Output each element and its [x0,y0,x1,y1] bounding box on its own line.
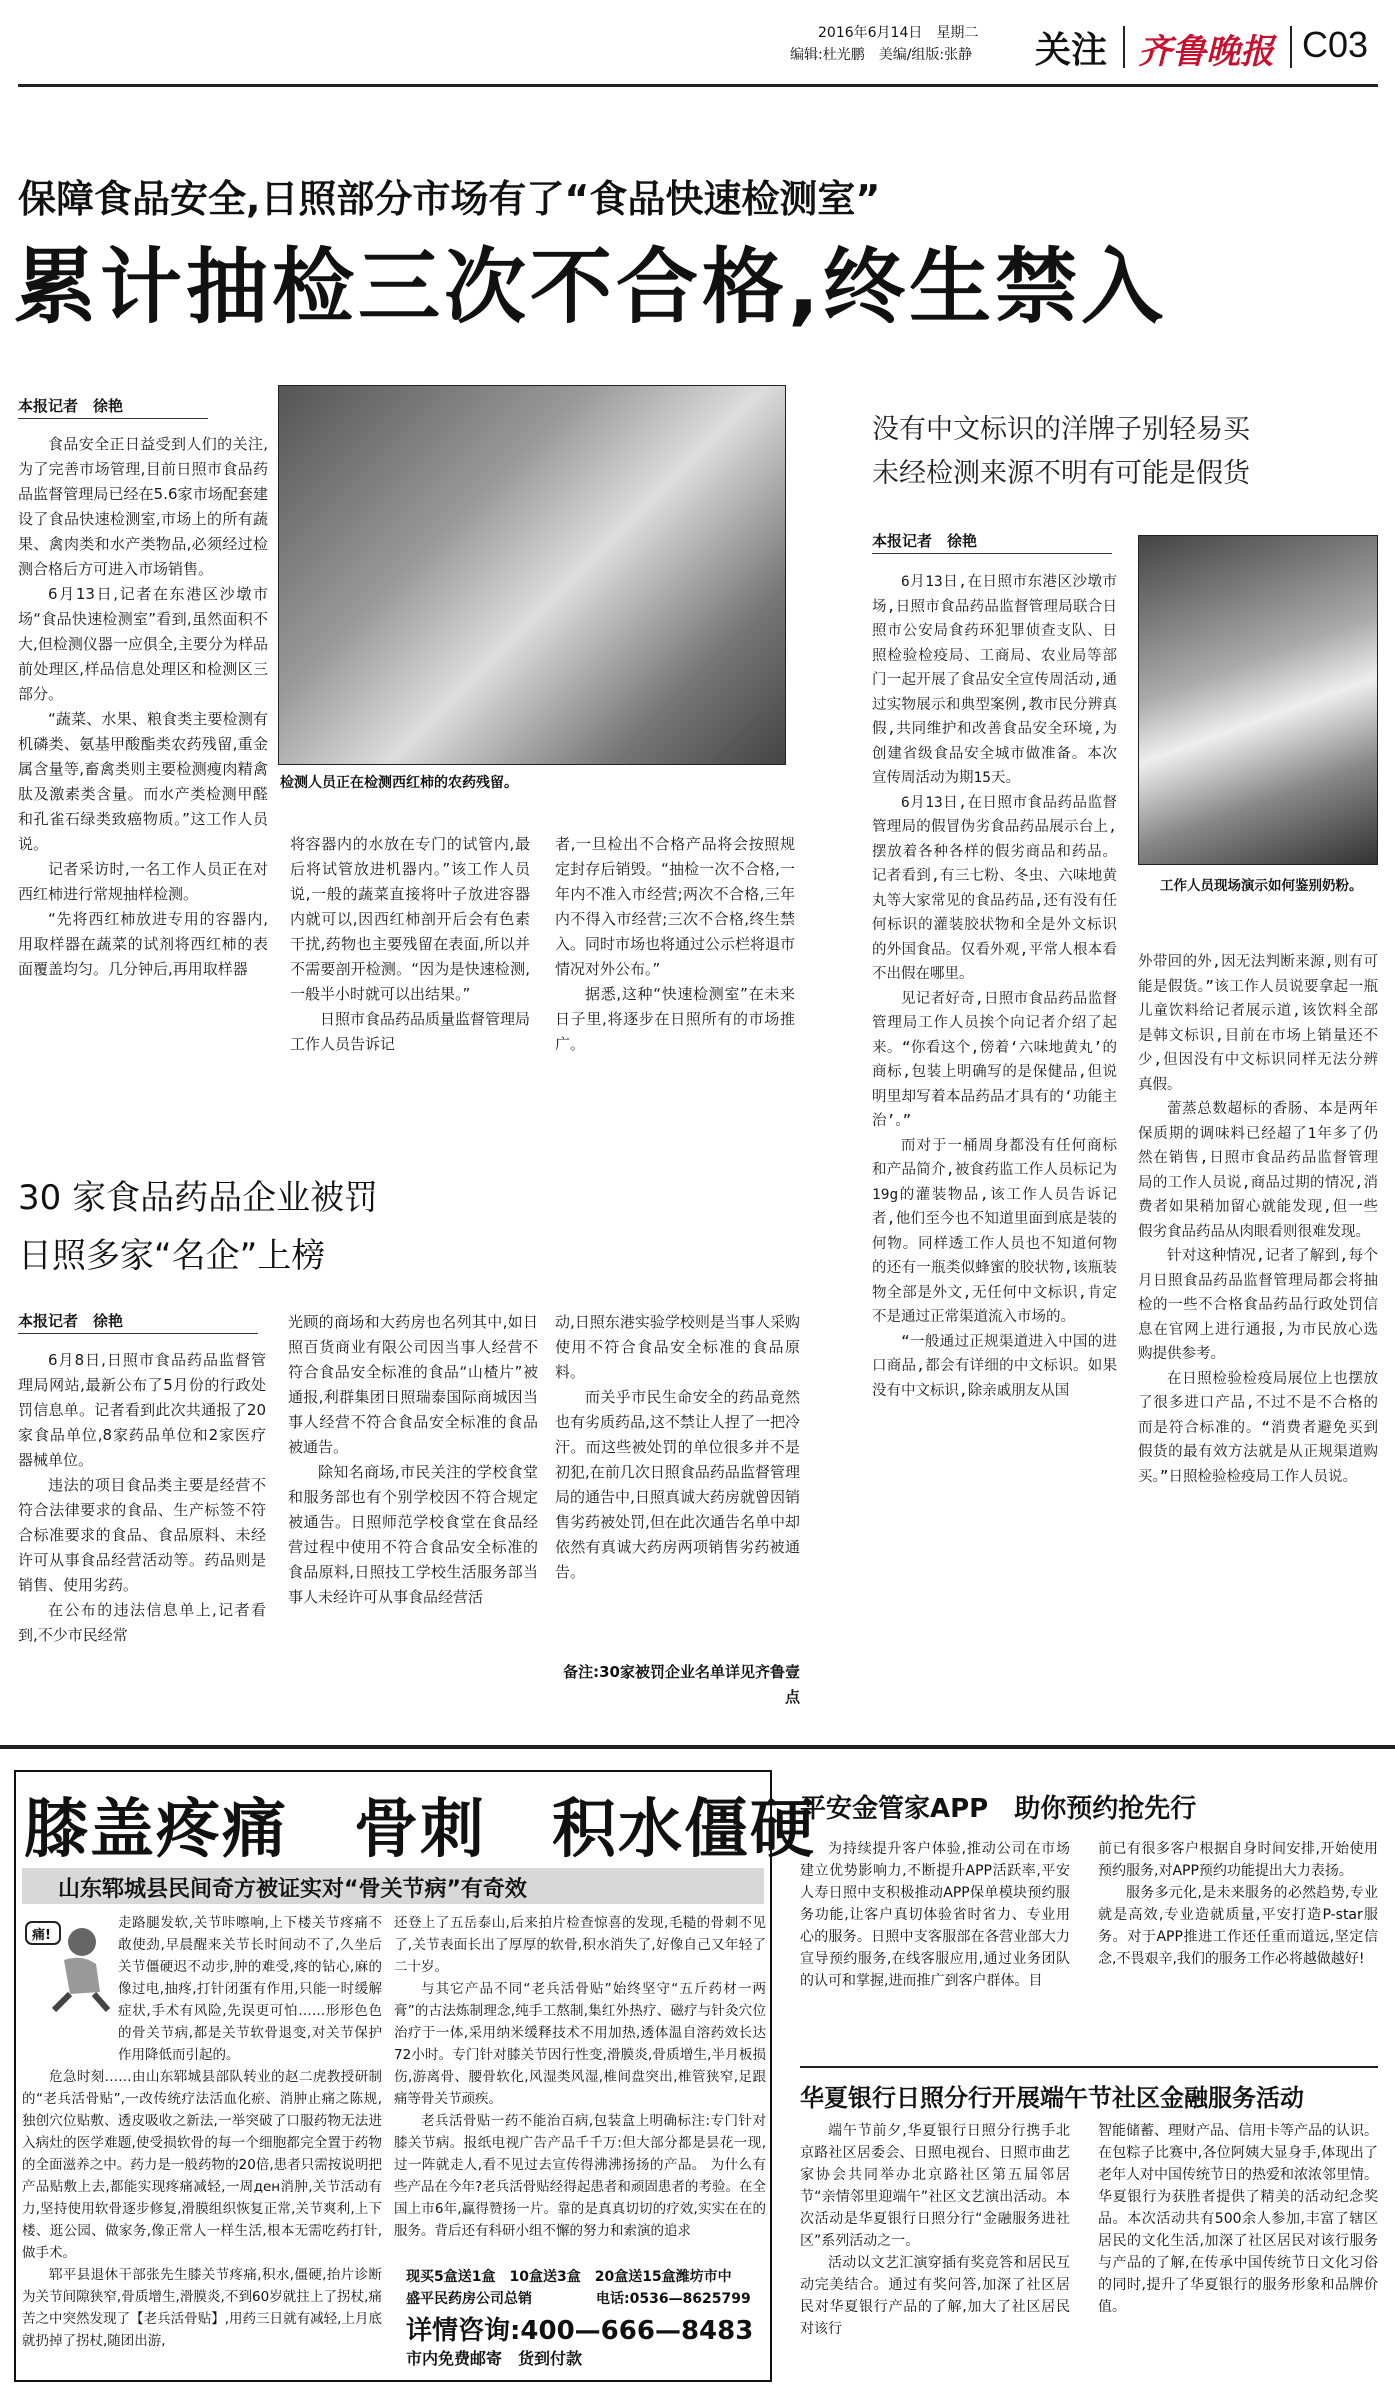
lead-para: 6月13日,记者在东港区沙墩市场“食品快速检测室”看到,虽然面积不大,但检测仪器一应俱全,主要分为样品前处理区,样品信息处理区和检测区三部分。 [18,585,268,703]
huaxia-para: 活动以文艺汇演穿插有奖竞答和居民互动完美结合。通过有奖问答,加深了社区居民对华夏银行产品的了解,加大了社区居民对该行 [800,2255,1070,2337]
fine-col3 [555,1310,800,1655]
pingan-para: 服务多元化,是未来服务的必然趋势,专业就是高效,专业造就质量,平安打造P-star服务。对于APP推进工作还任重而道远,坚定信念,不畏艰辛,我们的服务工作必将越做越好! [1098,1885,1378,1967]
knee-para: 还登上了五岳泰山,后来拍片检查惊喜的发现,毛糙的骨刺不见了,关节表面长出了厚厚的软骨,积水消失了,好像自己又年轻了二十岁。 [394,1915,766,1975]
foreign-byline: 本报记者 徐艳 [872,530,1112,554]
fine-col2 [288,1310,538,1708]
foreign-col1 [872,570,1117,1700]
knee-ad-hotline: 详情咨询:400—666—8483 [406,2316,754,2346]
foreign-para: 6月13日,在日照市食品药品监督管理局的假冒伪劣食品药品展示台上,摆放着各种各样的假劣商品和药品。记者看到,有三七粉、冬虫、六味地黄丸等大家常见的食品药品,还有没有任何标识的灌装胶状物和全是外文标识的外国食品。仅看外观,平常人根本看不出假在哪里。 [872,794,1117,982]
fine-para: 动,日照东港实验学校则是当事人采购使用不符合食品安全标准的食品原料。 [555,1313,800,1381]
knee-para: 与其它产品不同“老兵活骨贴”始终坚守“五斤药材一两膏”的古法炼制理念,纯手工熬制,集红外热疗、磁疗与针灸穴位治疗于一体,采用纳米缓释技术不用加热,透体温自溶药效长达72小时。专门针对膝关节因行性变,滑膜炎,骨质增生,半月板损伤,游离骨、腰骨软化,风湿类风湿,椎间盘突出,椎管狭窄,足跟痛等骨关节顽疾。 [394,1981,766,2107]
lead-para: 日照市食品药品质量监督管理局工作人员告诉记 [290,1010,530,1053]
lead-col2 [290,832,530,1104]
lead-para: 记者采访时,一名工作人员正在对西红柿进行常规抽样检测。 [18,860,268,903]
lead-para: 者,一旦检出不合格产品将会按照规定封存后销毁。“抽检一次不合格,一年内不准入市经营;两次不合格,三年内不得入市经营;三次不合格,终生禁入。同时市场也将通过公示栏将退市情况对外公布。” [555,835,795,978]
fine-para: 除知名商场,市民关注的学校食堂和服务部也有个别学校因不符合规定被通告。日照师范学校食堂在食品经营过程中使用不符合食品安全标准的食品原料,日照技工学校生活服务部当事人未经许可从事食品经营活 [288,1463,538,1606]
lead-byline: 本报记者 徐艳 [18,395,208,419]
fine-para: 光顾的商场和大药房也名列其中,如日照百货商业有限公司因当事人经营不符合食品安全标准的食品“山楂片”被通报,利群集团日照瑞泰国际商城因当事人经营不符合食品安全标准的食品被通告。 [288,1313,538,1456]
foreign-title-1: 没有中文标识的洋牌子别轻易买 [872,414,1250,445]
foreign-para: 而对于一桶周身都没有任何商标和产品简介,被食药监工作人员标记为19g的灌装物品,该工作人员告诉记者,他们至今也不知道里面到底是装的何物。同样透工作人员也不知道何物的还有一瓶类似蜂蜜的胶状物,该瓶装物全部是外文,无任何中文标识,肯定不是通过正常渠道流入市场的。 [872,1137,1117,1325]
pingan-col1 [800,1838,1070,2060]
lead-para: 将容器内的水放在专门的试管内,最后将试管放进机器内。”该工作人员说,一般的蔬菜直接将叶子放进容器内就可以,因西红柿剖开后会有色素干扰,药物也主要残留在表面,所以并不需要剖开检测。“因为是快速检测,一般半小时就可以出结果。” [290,835,530,1003]
fine-note: 备注:30家被罚企业名单详见齐鲁壹点 [563,1663,800,1706]
huaxia-para: 智能储蓄、理财产品、信用卡等产品的认识。在包粽子比赛中,各位阿姨大显身手,体现出了老年人对中国传统节日的热爱和浓浓邻里情。华夏银行为获胜者提供了精美的活动纪念奖品。本次活动共有500余人参加,丰富了辖区居民的文化生活,加深了社区居民对该行服务与产品的了解,在传承中国传统节日文化习俗的同时,提升了华夏银行的服务形象和品牌价值。 [1098,2123,1378,2315]
knee-ad-offer: 现买5盒送1盒 10盒送3盒 20盒送15盒潍坊市中 [406,2269,732,2285]
section-name: 关注 [1035,30,1108,71]
huaxia-title: 华夏银行日照分行开展端午节社区金融服务活动 [800,2084,1304,2112]
knee-ad-subtitle: 山东郓城县民间奇方被证实对“骨关节病”有奇效 [58,1877,527,1902]
pingan-para: 前已有很多客户根据自身时间安排,开始使用预约服务,对APP预约功能提出大力表扬。 [1098,1841,1378,1879]
foreign-para: 见记者好奇,日照市食品药品监督管理局工作人员挨个向记者介绍了起来。“你看这个,傍着‘六味地黄丸’的商标,包装上明确写的是保健品,但说明里却写着本品药品才具有的‘功能主治’。” [872,990,1117,1129]
fine-para: 在公布的违法信息单上,记者看到,不少市民经常 [18,1601,266,1644]
foreign-para: 外带回的外,因无法判断来源,则有可能是假货。”该工作人员说要拿起一瓶儿童饮料给记者展示道,该饮料全部是韩文标识,目前在市场上销量还不少,但因没有中文标识同样无法分辨真假。 [1138,954,1378,1093]
lead-photo [278,385,786,765]
fine-title-1: 30 家食品药品企业被罚 [18,1178,379,1218]
masthead-divider [1123,26,1125,68]
foreign-col2 [1138,950,1378,1700]
masthead-date: 2016年6月14日 星期二 [818,25,979,41]
foreign-para: 针对这种情况,记者了解到,每个月日照食品药品监督管理局都会将抽检的一些不合格食品药品行政处罚信息在官网上进行通报,为市民放心选购提供参考。 [1138,1248,1378,1362]
pingan-col2 [1098,1838,1378,2060]
fine-title-2: 日照多家“名企”上榜 [18,1236,326,1276]
pingan-para: 为持续提升客户体验,推动公司在市场建立优势影响力,不断提升APP活跃率,平安人寿日照中支积极推动APP保单模块预约服务功能,让客户真切体验省时省力、专业用心的服务。日照中支客服部在各营业部大力宣导预约服务,在线客服应用,通过业务团队的认可和掌握,进而推广到客户群体。目 [800,1841,1070,1989]
masthead-divider-2 [1290,26,1292,68]
lead-col3 [555,832,795,1104]
lead-kicker: 保障食品安全,日照部分市场有了“食品快速检测室” [18,177,881,221]
knee-ad [14,1770,816,2382]
knee-para: 郓平县退休干部张先生膝关节疼痛,积水,僵硬,抬片诊断为关节间隙狭窄,骨质增生,滑膜炎,不到60岁就拄上了拐杖,痛苦之中突然发现了【老兵活骨贴】,用药三日就有减轻,上月底就扔掉了拐杖,随团出游, [22,2267,382,2349]
knee-para: 老兵活骨贴一药不能治百病,包装盒上明确标注:专门针对膝关节病。报纸电视广告产品千千万:但大部分都是昙花一现,过一阵就走人,看不见过去宣传得沸沸扬扬的产品。 为什么有些产品在今年?老兵活骨贴经得起患者和顽固患者的考验。在全国上市6年,赢得赞扬一片。靠的是真真切切的疗效,实实在在的服务。背后还有科研小组不懈的努力和索演的追求 [394,2113,766,2239]
foreign-photo-caption: 工作人员现场演示如何鉴别奶粉。 [1160,878,1363,894]
lead-para: 据悉,这种“快速检测室”在未来日子里,将逐步在日照所有的市场推广。 [555,985,795,1053]
foreign-para: 6月13日,在日照市东港区沙墩市场,日照市食品药品监督管理局联合日照市公安局食药环犯罪侦查支队、日照检验检疫局、工商局、农业局等部门一起开展了食品安全宣传周活动,通过实物展示和典型案例,教市民分辨真假,共同维护和改善食品安全环境,为创建省级食品安全城市做准备。本次宣传周活动为期15天。 [872,574,1117,786]
fine-col1 [18,1348,266,1708]
foreign-para: 蕾蒸总数超标的香肠、本是两年保质期的调味料已经超了1年多了仍然在销售,日照市食品药品监督管理局的工作人员说,商品过期的情况,消费者如果稍加留心就能发现,但一些假劣食品药品从肉眼看则很难发现。 [1138,1101,1378,1240]
masthead-editor: 编辑:杜光鹏 美编/组版:张静 [790,47,973,63]
lead-col1 [18,432,268,1104]
huaxia-col2 [1098,2120,1378,2386]
paper-logo: 齐鲁晚报 [1138,32,1274,72]
pingan-title: 平安金管家APP 助你预约抢先行 [800,1794,1197,1824]
ads-divider [800,2066,1378,2068]
section-divider [0,1745,1395,1749]
foreign-para: 在日照检验检疫局展位上也摆放了很多进口产品,不过不是不合格的而是符合标准的。“消费者避免买到假货的最有效方法就是从正规渠道购买。”日照检验检疫局工作人员说。 [1138,1370,1378,1485]
masthead [0,0,1395,80]
knee-ad-pharmacy: 盛平民药房公司总销 [406,2291,532,2307]
knee-ad-col1 [22,1912,382,2378]
foreign-para: “一般通过正规渠道进入中国的进口商品,都会有详细的中文标识。如果没有中文标识,除亲戚朋友从国 [872,1333,1117,1399]
huaxia-para: 端午节前夕,华夏银行日照分行携手北京路社区居委会、日照电视台、日照市曲艺家协会共同举办北京路社区第五届邻居节“亲情邻里迎端午”社区文艺演出活动。本次活动是华夏银行日照分行“金融服务进社区”系列活动之一。 [800,2123,1070,2249]
knee-ad-title: 膝盖疼痛 骨刺 积水僵硬 [24,1793,816,1867]
lead-para: “蔬菜、水果、粮食类主要检测有机磷类、氨基甲酸酯类农药残留,重金属含量等,畜禽类则主要检测瘦肉精禽肽及激素类含量。而水产类检测甲醛和孔雀石绿类致癌物质。”这工作人员说。 [18,710,268,853]
fine-para: 违法的项目食品类主要是经营不符合法律要求的食品、生产标签不符合标准要求的食品、食品原料、未经许可从事食品经营活动等。药品则是销售、使用劣药。 [18,1476,266,1594]
knee-para: 危急时刻……由山东郓城县部队转业的赵二虎教授研制的“老兵活骨贴”,一改传统疗法活血化瘀、消肿止痛之陈规,独创穴位贴敷、透皮吸收之新法,一举突破了口服药物无法进入病灶的医学难题,使受损软骨的每一个细胞都完全置于药物的全面滋养之中。药力是一般药物的20倍,患者只需按说明把产品贴敷上去,都能实现疼痛减轻,一周ден消肿,关节活动有力,坚持使用软骨逐步修复,滑膜组织恢复正常,关节爽利,上下楼、逛公园、做家务,像正常人一样生活,根本无需吃药打针,做手术。 [22,2069,382,2261]
pain-label: 痛! [32,1928,51,1943]
fine-para: 而关乎市民生命安全的药品竟然也有劣质药品,这不禁让人捏了一把冷汗。而这些被处罚的单位很多并不是初犯,在前几次日照食品药品监督管理局的通告中,日照真诚大药房就曾因销售劣药被处罚,但在此次通告名单中却依然有真诚大药房两项销售劣药被通告。 [555,1388,800,1581]
knee-ad-col2 [394,1912,766,2262]
lead-para: 食品安全正日益受到人们的关注,为了完善市场管理,目前日照市食品药品监督管理局已经在5.6家市场配套建设了食品快速检测室,市场上的所有蔬果、禽肉类和水产类物品,必须经过检测合格后方可进入市场销售。 [18,435,268,578]
lead-headline: 累计抽检三次不合格,终生禁入 [14,240,1168,335]
lead-para: “先将西红柿放进专用的容器内,用取样器在蔬菜的试剂将西红柿的表面覆盖均匀。几分钟后,再用取样器 [18,910,268,978]
fine-para: 6月8日,日照市食品药品监督管理局网站,最新公布了5月份的行政处罚信息单。记者看到此次共通报了20家食品单位,8家药品单位和2家医疗器械单位。 [18,1351,266,1469]
lead-photo-caption: 检测人员正在检测西红柿的农药残留。 [280,775,518,791]
knee-ad-subtitle-bar [22,1868,764,1904]
knee-ad-delivery: 市内免费邮寄 货到付款 [406,2349,583,2368]
foreign-title-2: 未经检测来源不明有可能是假货 [872,458,1250,489]
fine-byline: 本报记者 徐艳 [18,1310,258,1334]
masthead-rule [18,84,1378,87]
huaxia-col1 [800,2120,1070,2386]
knee-para: 走路腿发软,关节咔嚓响,上下楼关节疼痛不敢使劲,早晨醒来关节长时间动不了,久坐后关节僵硬迟不动步,肿的难受,疼的钻心,麻的像过电,抽疼,打针闭蛋有作用,只能一时缓解症状,手术有风险,先误更可怕……形形色色的骨关节病,都是关节软骨退变,对关节保护作用降低而引起的。 [118,1915,382,2063]
page-number: C03 [1302,24,1369,65]
knee-ad-phone: 电话:0536—8625799 [596,2291,751,2307]
foreign-photo [1138,535,1378,865]
